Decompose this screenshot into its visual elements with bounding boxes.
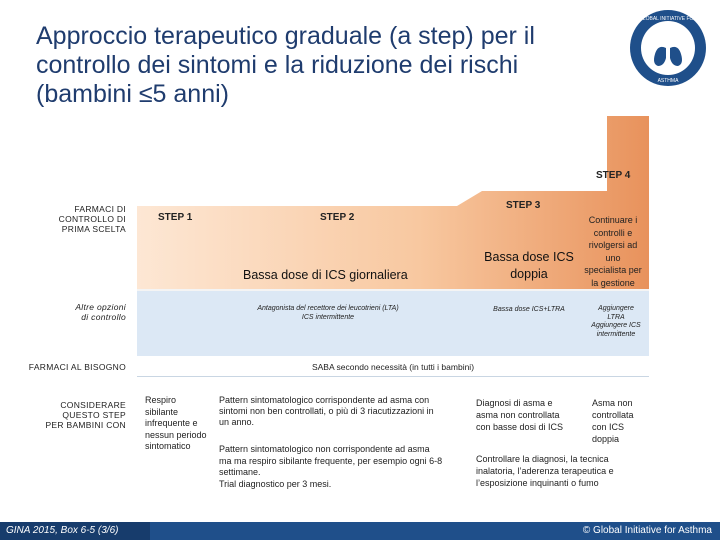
consider-step-4-line-4: doppia bbox=[592, 434, 620, 444]
step-4-other-options-1: Aggiungere bbox=[598, 305, 634, 312]
consider-bottom-note bbox=[476, 453, 656, 489]
step-3-first-choice bbox=[478, 249, 580, 283]
consider-step-1-line-5: sintomatico bbox=[145, 441, 191, 451]
title-line-3: (bambini ≤5 anni) bbox=[36, 80, 229, 108]
step-4-other-options bbox=[584, 305, 648, 339]
label-as-needed: FARMACI AL BISOGNO bbox=[28, 362, 126, 372]
step-4-first-choice-2: controlli e bbox=[593, 227, 633, 238]
consider-step-4-line-1: Asma non bbox=[592, 398, 633, 408]
step-4-first-choice-4: uno bbox=[605, 252, 621, 263]
saba-divider bbox=[137, 376, 649, 377]
step-4-other-options-2: LTRA bbox=[607, 313, 625, 321]
consider-step-1 bbox=[145, 395, 217, 453]
other-options-divider bbox=[137, 289, 649, 291]
consider-bottom-note-line-3: l’esposizione inquinanti o fumo bbox=[476, 478, 599, 488]
footer-copyright: © Global Initiative for Asthma bbox=[582, 525, 712, 536]
consider-step-3-line-1: Diagnosi di asma e bbox=[476, 398, 553, 408]
gina-logo bbox=[628, 8, 708, 88]
consider-step-3 bbox=[476, 397, 586, 433]
footer-source: GINA 2015, Box 6-5 (3/6) bbox=[6, 525, 119, 536]
consider-bottom-note-line-2: inalatoria, l’aderenza terapeutica e bbox=[476, 466, 614, 476]
label-consider-2: QUESTO STEP bbox=[62, 410, 126, 420]
label-consider-3: PER BAMBINI CON bbox=[45, 420, 126, 430]
label-consider-1: CONSIDERARE bbox=[60, 400, 126, 410]
title-line-2: controllo dei sintomi e la riduzione dei rischi bbox=[36, 51, 519, 79]
title-line-1: Approccio terapeutico graduale (a step) per il bbox=[36, 22, 535, 50]
step-3-first-choice-1: Bassa dose ICS bbox=[484, 250, 574, 264]
consider-step-2a bbox=[219, 395, 474, 428]
consider-step-1-line-1: Respiro bbox=[145, 395, 177, 405]
step-4-first-choice-3: rivolgersi ad bbox=[588, 240, 638, 250]
label-other-options bbox=[10, 302, 126, 322]
logo-text-top: GLOBAL INITIATIVE FOR bbox=[638, 16, 698, 22]
label-first-choice bbox=[10, 204, 126, 234]
step-4-other-options-4: intermittente bbox=[596, 330, 636, 338]
step-4-first-choice-5: specialista per bbox=[584, 265, 642, 275]
consider-step-2b-line-4: Trial diagnostico per 3 mesi. bbox=[219, 478, 332, 489]
step-3-header: STEP 3 bbox=[506, 200, 541, 211]
label-consider bbox=[10, 400, 126, 430]
label-first-choice-2: CONTROLLO DI bbox=[58, 214, 126, 224]
label-first-choice-1: FARMACI DI bbox=[74, 204, 126, 214]
consider-step-2b-line-2: ma ma respiro sibilante frequente, per esempio ogni 6-8 bbox=[219, 455, 443, 466]
step-4-header: STEP 4 bbox=[596, 170, 631, 181]
step-4-first-choice-6: la gestione bbox=[591, 277, 635, 288]
step-4-first-choice bbox=[578, 214, 648, 289]
consider-step-1-line-3: infrequente e bbox=[145, 418, 198, 428]
step-2-header: STEP 2 bbox=[320, 212, 355, 223]
label-first-choice-3: PRIMA SCELTA bbox=[61, 224, 126, 234]
consider-step-3-line-2: asma non controllata bbox=[476, 410, 560, 420]
step-2-other-options bbox=[228, 305, 428, 322]
consider-step-2b bbox=[219, 444, 474, 490]
step-4-first-choice-1: Continuare i bbox=[588, 215, 638, 225]
page-title bbox=[36, 22, 596, 109]
step-2-other-options-2: ICS intermittente bbox=[301, 313, 355, 321]
consider-step-1-line-4: nessun periodo bbox=[145, 429, 207, 440]
other-options-band bbox=[137, 291, 649, 356]
step-4-other-options-3: Aggiungere ICS bbox=[591, 322, 641, 329]
consider-step-2a-line-3: un anno. bbox=[219, 417, 255, 427]
consider-step-2a-line-2: sintomi non ben controllati, o più di 3 riacutizzazioni in bbox=[219, 406, 434, 416]
consider-step-4-line-3: con ICS bbox=[592, 422, 625, 432]
consider-step-2a-line-1: Pattern sintomatologico corrispondente ad asma con bbox=[219, 395, 430, 405]
step-3-first-choice-2: doppia bbox=[510, 267, 548, 281]
consider-step-3-line-3: con basse dosi di ICS bbox=[476, 422, 564, 432]
step-2-other-options-1: Antagonista del recettore dei leucotrieni (LTA) bbox=[257, 305, 399, 312]
logo-text-bottom: ASTHMA bbox=[657, 78, 679, 84]
consider-step-4 bbox=[592, 397, 652, 445]
label-other-options-1: Altre opzioni bbox=[75, 302, 126, 312]
consider-step-4-line-2: controllata bbox=[592, 410, 634, 420]
step-2-first-choice: Bassa dose di ICS giornaliera bbox=[243, 268, 408, 282]
consider-step-1-line-2: sibilante bbox=[145, 406, 179, 417]
consider-bottom-note-line-1: Controllare la diagnosi, la tecnica bbox=[476, 454, 609, 464]
consider-step-2b-line-1: Pattern sintomatologico non corrispondente ad asma bbox=[219, 444, 430, 454]
consider-step-2b-line-3: settimane. bbox=[219, 467, 261, 477]
label-other-options-2: di controllo bbox=[81, 312, 126, 322]
saba-text: SABA secondo necessità (in tutti i bambini) bbox=[311, 362, 475, 372]
step-1-header: STEP 1 bbox=[158, 212, 193, 223]
step-3-other-options: Bassa dose ICS+LTRA bbox=[493, 306, 565, 313]
